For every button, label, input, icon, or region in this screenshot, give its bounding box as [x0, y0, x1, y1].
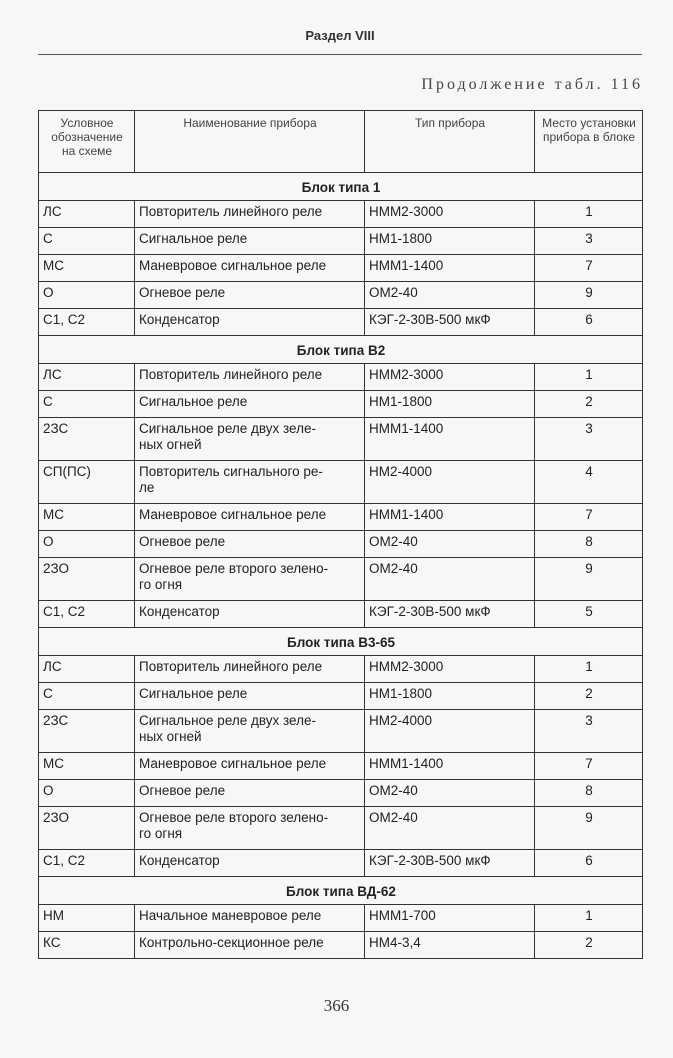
table-row — [39, 558, 643, 601]
cell-type: НММ1-1400 — [365, 255, 535, 282]
cell-code: С — [39, 391, 135, 418]
cell-place: 9 — [535, 807, 643, 850]
page-number: 366 — [323, 996, 350, 1015]
section-row — [39, 173, 643, 201]
cell-name: Конденсатор — [135, 309, 365, 336]
cell-type: НМ1-1800 — [365, 391, 535, 418]
cell-type: НММ1-1400 — [365, 418, 535, 461]
table-row — [39, 656, 643, 683]
table-caption: Продолжение табл. 116 — [421, 76, 643, 93]
cell-name: Маневровое сигнальное реле — [135, 753, 365, 780]
cell-type: КЭГ-2-30В-500 мкФ — [365, 850, 535, 877]
section-title: Блок типа В2 — [39, 336, 643, 364]
cell-name: Огневое реле — [135, 780, 365, 807]
cell-type: НММ2-3000 — [365, 364, 535, 391]
section-title: Блок типа В3-65 — [39, 628, 643, 656]
cell-name: Сигнальное реле двух зеле- ных огней — [135, 710, 365, 753]
table-body — [39, 173, 643, 959]
cell-type: ОМ2-40 — [365, 558, 535, 601]
cell-name: Огневое реле — [135, 531, 365, 558]
cell-type: НМ2-4000 — [365, 461, 535, 504]
cell-code: С1, С2 — [39, 601, 135, 628]
cell-name: Маневровое сигнальное реле — [135, 255, 365, 282]
cell-name: Огневое реле — [135, 282, 365, 309]
cell-place: 8 — [535, 531, 643, 558]
cell-type: НММ1-1400 — [365, 753, 535, 780]
table-row — [39, 710, 643, 753]
cell-type: ОМ2-40 — [365, 531, 535, 558]
cell-type: КЭГ-2-30В-500 мкФ — [365, 601, 535, 628]
cell-name: Повторитель линейного реле — [135, 201, 365, 228]
cell-place: 8 — [535, 780, 643, 807]
cell-code: 2ЗС — [39, 710, 135, 753]
cell-name: Повторитель сигнального ре- ле — [135, 461, 365, 504]
column-header-name: Наименование прибора — [135, 111, 365, 173]
cell-place: 5 — [535, 601, 643, 628]
cell-name: Сигнальное реле — [135, 228, 365, 255]
table-row — [39, 364, 643, 391]
table-row — [39, 504, 643, 531]
cell-type: НМ1-1800 — [365, 683, 535, 710]
column-header-place: Место установки прибора в блоке — [535, 111, 643, 173]
cell-place: 1 — [535, 656, 643, 683]
cell-name: Сигнальное реле — [135, 391, 365, 418]
cell-place: 2 — [535, 391, 643, 418]
section-row — [39, 628, 643, 656]
cell-code: ЛС — [39, 656, 135, 683]
column-header-type: Тип прибора — [365, 111, 535, 173]
page-header: Раздел VIII — [305, 28, 375, 43]
section-title: Блок типа 1 — [39, 173, 643, 201]
cell-place: 6 — [535, 850, 643, 877]
table-row — [39, 807, 643, 850]
table-row — [39, 850, 643, 877]
cell-code: С — [39, 683, 135, 710]
cell-place: 2 — [535, 932, 643, 959]
table-row — [39, 683, 643, 710]
cell-type: НМ4-3,4 — [365, 932, 535, 959]
cell-place: 4 — [535, 461, 643, 504]
table-row — [39, 255, 643, 282]
cell-name: Начальное маневровое реле — [135, 905, 365, 932]
cell-place: 6 — [535, 309, 643, 336]
cell-code: О — [39, 780, 135, 807]
cell-code: ЛС — [39, 364, 135, 391]
cell-code: С1, С2 — [39, 309, 135, 336]
cell-type: ОМ2-40 — [365, 780, 535, 807]
table-row — [39, 780, 643, 807]
cell-place: 3 — [535, 418, 643, 461]
cell-place: 1 — [535, 201, 643, 228]
column-header-code: Условное обозначение на схеме — [39, 111, 135, 173]
cell-code: 2ЗО — [39, 558, 135, 601]
table-row — [39, 461, 643, 504]
cell-code: С1, С2 — [39, 850, 135, 877]
table-row — [39, 201, 643, 228]
cell-type: НММ1-1400 — [365, 504, 535, 531]
table-row — [39, 228, 643, 255]
cell-place: 9 — [535, 558, 643, 601]
section-row — [39, 336, 643, 364]
cell-type: НММ1-700 — [365, 905, 535, 932]
cell-name: Повторитель линейного реле — [135, 364, 365, 391]
cell-place: 3 — [535, 228, 643, 255]
cell-type: НМ2-4000 — [365, 710, 535, 753]
cell-name: Огневое реле второго зелено- го огня — [135, 558, 365, 601]
cell-code: О — [39, 531, 135, 558]
cell-name: Конденсатор — [135, 850, 365, 877]
table-row — [39, 309, 643, 336]
cell-place: 3 — [535, 710, 643, 753]
table-row — [39, 905, 643, 932]
cell-type: НМ1-1800 — [365, 228, 535, 255]
cell-name: Огневое реле второго зелено- го огня — [135, 807, 365, 850]
cell-name: Повторитель линейного реле — [135, 656, 365, 683]
cell-type: КЭГ-2-30В-500 мкФ — [365, 309, 535, 336]
cell-name: Сигнальное реле — [135, 683, 365, 710]
table-row — [39, 391, 643, 418]
cell-place: 9 — [535, 282, 643, 309]
cell-name: Маневровое сигнальное реле — [135, 504, 365, 531]
cell-code: МС — [39, 753, 135, 780]
table-header-row — [39, 111, 643, 173]
cell-code: ЛС — [39, 201, 135, 228]
cell-place: 1 — [535, 364, 643, 391]
cell-type: НММ2-3000 — [365, 656, 535, 683]
cell-type: ОМ2-40 — [365, 282, 535, 309]
cell-type: ОМ2-40 — [365, 807, 535, 850]
cell-place: 2 — [535, 683, 643, 710]
cell-code: НМ — [39, 905, 135, 932]
cell-code: О — [39, 282, 135, 309]
cell-code: СП(ПС) — [39, 461, 135, 504]
cell-place: 7 — [535, 504, 643, 531]
header-rule — [38, 54, 642, 55]
cell-place: 7 — [535, 753, 643, 780]
devices-table — [38, 110, 643, 959]
table-row — [39, 282, 643, 309]
cell-code: С — [39, 228, 135, 255]
cell-name: Сигнальное реле двух зеле- ных огней — [135, 418, 365, 461]
cell-place: 7 — [535, 255, 643, 282]
cell-code: МС — [39, 255, 135, 282]
cell-name: Контрольно-секционное реле — [135, 932, 365, 959]
cell-code: 2ЗС — [39, 418, 135, 461]
cell-name: Конденсатор — [135, 601, 365, 628]
cell-code: 2ЗО — [39, 807, 135, 850]
cell-place: 1 — [535, 905, 643, 932]
section-row — [39, 877, 643, 905]
cell-code: МС — [39, 504, 135, 531]
table-row — [39, 753, 643, 780]
table-row — [39, 932, 643, 959]
table-row — [39, 418, 643, 461]
cell-type: НММ2-3000 — [365, 201, 535, 228]
table-row — [39, 531, 643, 558]
table-row — [39, 601, 643, 628]
section-title: Блок типа ВД-62 — [39, 877, 643, 905]
cell-code: КС — [39, 932, 135, 959]
